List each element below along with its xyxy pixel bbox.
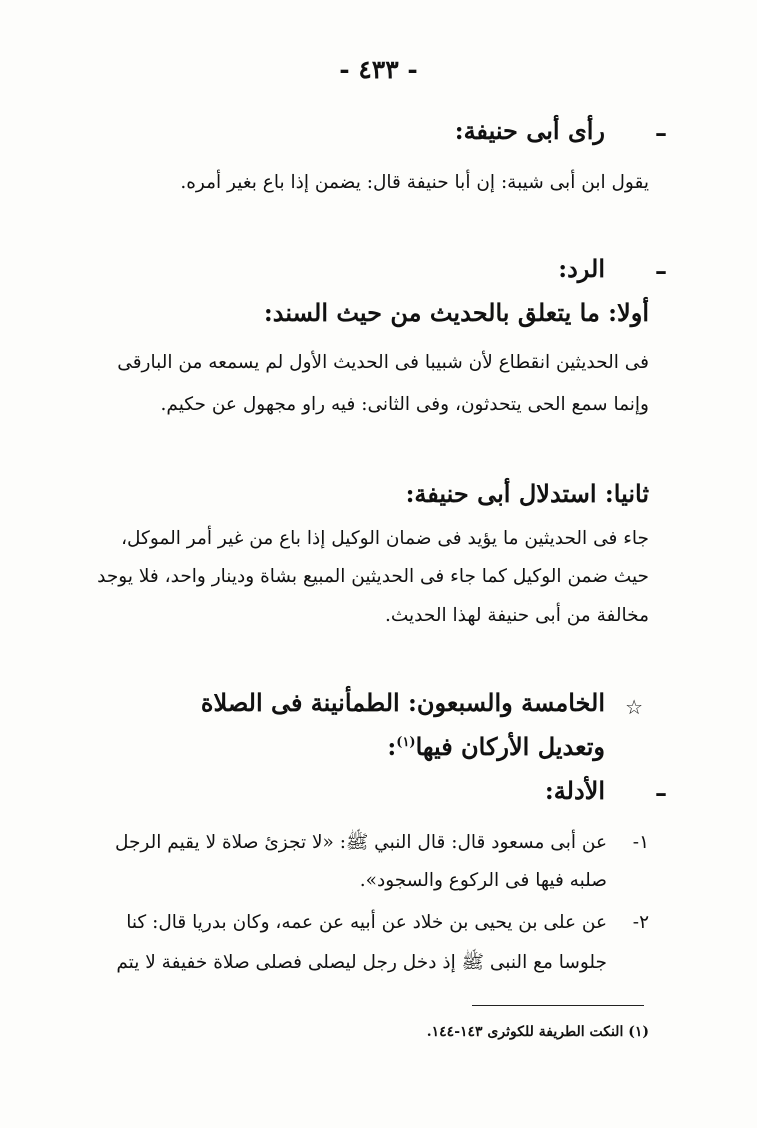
section-dash: – [655,118,667,147]
item-line: عن أبى مسعود قال: قال النبي ﷺ: «لا تجزئ صلاة لا يقيم الرجل [114,832,607,853]
item-line: جلوسا مع النبى ﷺ إذ دخل رجل ليصلى فصلى صلاة خفيفة لا يتم [116,952,607,973]
second-point-line: جاء فى الحديثين ما يؤيد فى ضمان الوكيل إذا باع من غير أمر الموكل، [121,528,649,549]
item-number: ١- [632,832,649,853]
star-icon: ☆ [625,695,643,719]
footnote-divider [472,1005,644,1006]
section-dash: – [655,778,667,807]
section-dash: – [655,256,667,285]
footnote-ref: (١) [396,735,416,750]
second-point-line: مخالفة من أبى حنيفة لهذا الحديث. [384,605,649,626]
first-point-line: فى الحديثين انقطاع لأن شبيبا فى الحديث الأول لم يسمعه من البارقى [117,352,649,373]
rebuttal-heading: الرد: [558,254,605,283]
second-point-line: حيث ضمن الوكيل كما جاء فى الحديثين المبيع بشاة ودينار واحد، فلا يوجد [97,566,649,587]
item-line: صلبه فيها فى الركوع والسجود». [359,870,607,891]
first-point-heading: أولا: ما يتعلق بالحديث من حيث السند: [263,298,649,327]
footnote: (١) النكت الطريفة للكوثرى ١٤٣-١٤٤. [426,1024,649,1040]
second-point-heading: ثانيا: استدلال أبى حنيفة: [405,479,649,508]
section-75-heading-line2: وتعديل الأركان فيها$^{(١)}$: [387,732,605,761]
abu-hanifa-text: يقول ابن أبى شيبة: إن أبا حنيفة قال: يضمن إذا باع بغير أمره. [180,172,649,193]
item-line: عن على بن يحيى بن خلاد عن أبيه عن عمه، وكان بدريا قال: كنا [126,912,607,933]
first-point-line: وإنما سمع الحى يتحدثون، وفى الثانى: فيه راو مجهول عن حكيم. [160,394,649,415]
page-number: - ٤٣٣ - [339,55,418,84]
abu-hanifa-heading: رأى أبى حنيفة: [454,116,605,145]
item-number: ٢- [632,912,649,933]
evidence-heading: الأدلة: [544,776,605,805]
section-75-heading-line1: الخامسة والسبعون: الطمأنينة فى الصلاة [200,688,605,717]
